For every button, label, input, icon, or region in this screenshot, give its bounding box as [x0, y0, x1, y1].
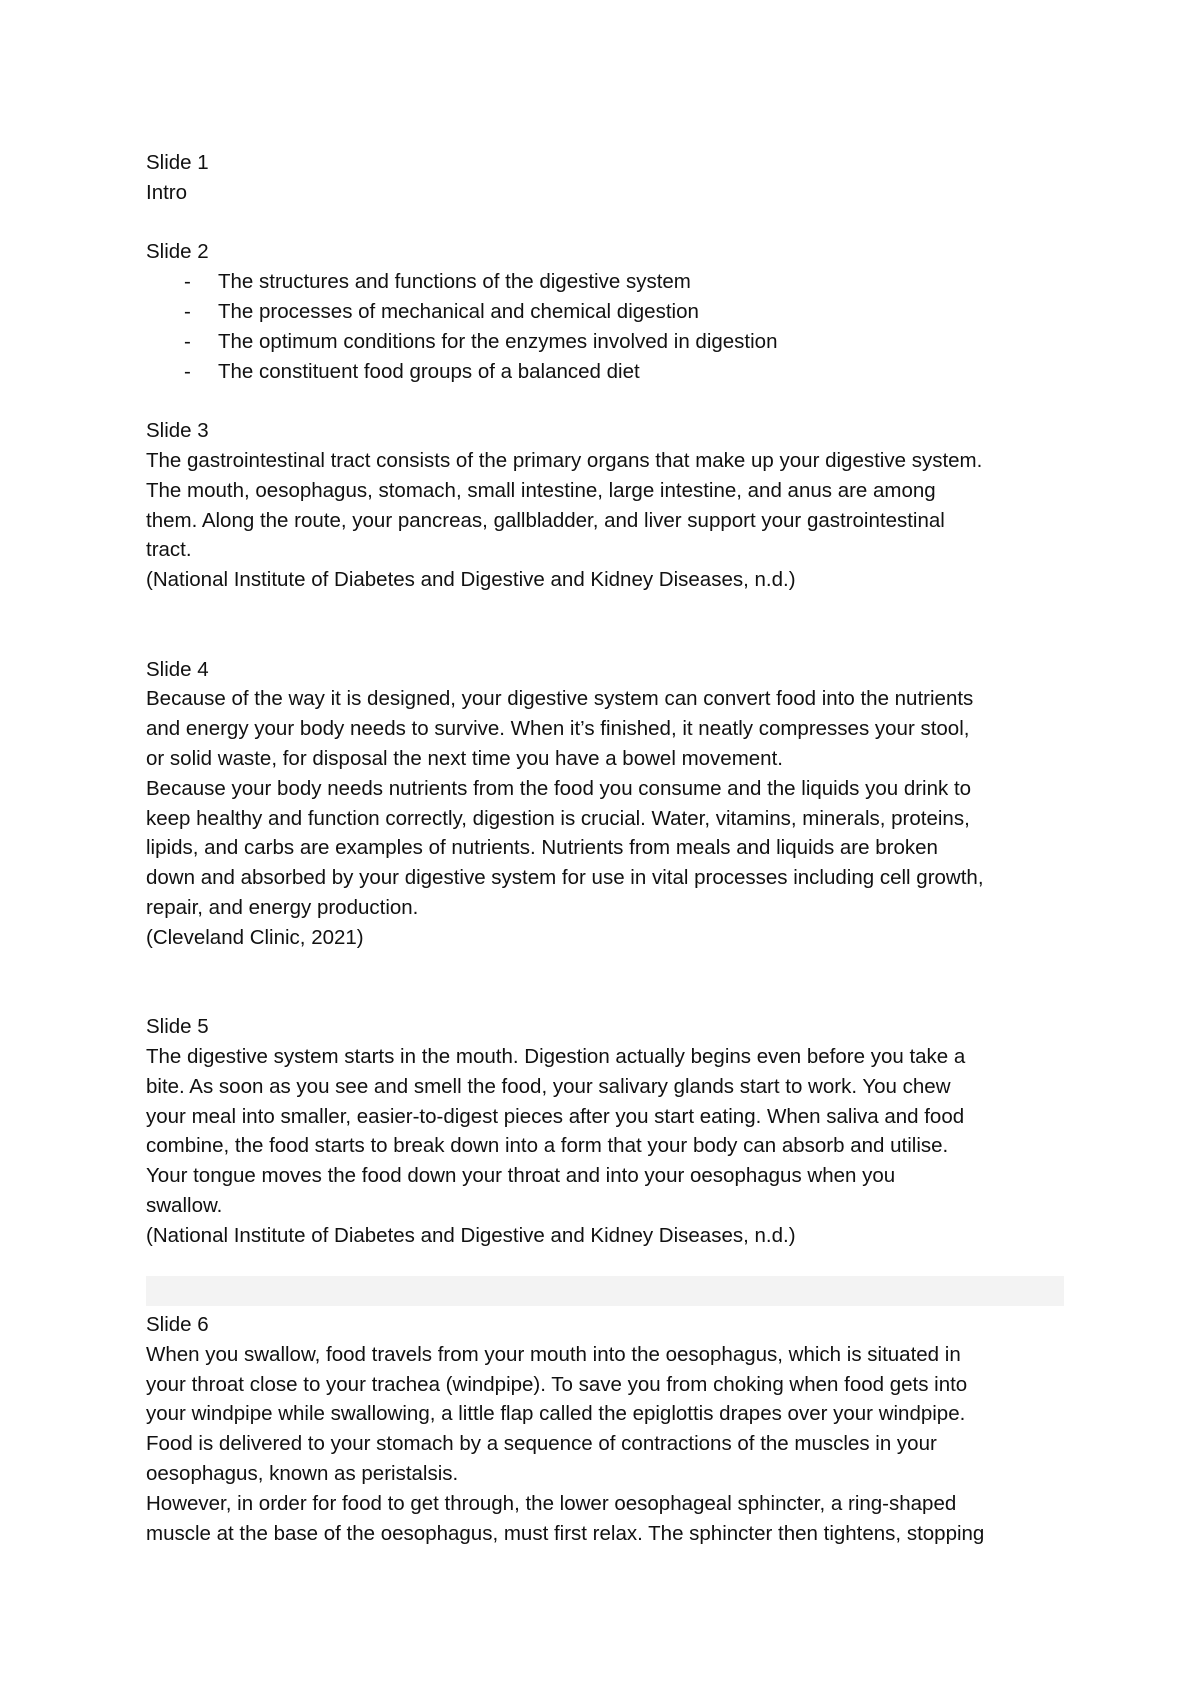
- slide-5-text-line: Your tongue moves the food down your throat and into your oesophagus when you: [146, 1164, 896, 1188]
- slide-1-text: Intro: [146, 180, 188, 204]
- bullet-dash: -: [184, 329, 191, 353]
- slide-6-heading: Slide 6: [146, 1313, 209, 1337]
- slide-4-text-line: repair, and energy production.: [146, 895, 419, 919]
- slide-4-text-line: down and absorbed by your digestive system for use in vital processes including cell growth,: [146, 866, 984, 890]
- slide-3-text-line: The mouth, oesophagus, stomach, small intestine, large intestine, and anus are among: [146, 478, 936, 502]
- bullet-text: The constituent food groups of a balanced diet: [218, 359, 640, 383]
- bullet-item: [146, 327, 1066, 357]
- slide-4-text-line: keep healthy and function correctly, digestion is crucial. Water, vitamins, minerals, proteins,: [146, 806, 970, 830]
- slide-6-text-line: your throat close to your trachea (windpipe). To save you from choking when food gets into: [146, 1372, 968, 1396]
- bullet-text: The structures and functions of the digestive system: [218, 270, 691, 294]
- slide-4-text-line: or solid waste, for disposal the next time you have a bowel movement.: [146, 746, 783, 770]
- slide-1-heading: Slide 1: [146, 151, 209, 174]
- bullet-text: The optimum conditions for the enzymes involved in digestion: [218, 329, 778, 353]
- slide-3-citation: (National Institute of Diabetes and Digestive and Kidney Diseases, n.d.): [146, 568, 796, 592]
- slide-2-heading: Slide 2: [146, 240, 209, 264]
- slide-4-text-line: Because of the way it is designed, your digestive system can convert food into the nutrients: [146, 687, 974, 711]
- slide-3-text-line: tract.: [146, 538, 192, 562]
- slide-5-text-line: The digestive system starts in the mouth. Digestion actually begins even before you take a: [146, 1044, 966, 1068]
- slide-6-text-line: However, in order for food to get through, the lower oesophageal sphincter, a ring-shaped: [146, 1491, 957, 1515]
- slide-4-text-line: lipids, and carbs are examples of nutrients. Nutrients from meals and liquids are broken: [146, 836, 938, 860]
- slide-6-text-line: oesophagus, known as peristalsis.: [146, 1462, 459, 1486]
- bullet-item: [146, 297, 1066, 327]
- slide-3-heading: Slide 3: [146, 419, 209, 443]
- document-body: [146, 148, 1066, 1548]
- bullet-dash: -: [184, 299, 191, 323]
- slide-5-citation: (National Institute of Diabetes and Digestive and Kidney Diseases, n.d.): [146, 1223, 796, 1247]
- slide-4-text-line: and energy your body needs to survive. When it’s finished, it neatly compresses your stool,: [146, 717, 970, 741]
- slide-6-text-line: your windpipe while swallowing, a little flap called the epiglottis drapes over your windpipe.: [146, 1402, 966, 1426]
- slide-4-citation: (Cleveland Clinic, 2021): [146, 925, 364, 949]
- bullet-item: [146, 357, 1066, 387]
- slide-6-text-line: Food is delivered to your stomach by a sequence of contractions of the muscles in your: [146, 1432, 937, 1456]
- slide-4-heading: Slide 4: [146, 657, 209, 681]
- slide-4-text-line: Because your body needs nutrients from the food you consume and the liquids you drink to: [146, 776, 972, 800]
- bullet-text: The processes of mechanical and chemical digestion: [218, 299, 699, 323]
- slide-5-text-line: bite. As soon as you see and smell the food, your salivary glands start to work. You chew: [146, 1074, 951, 1098]
- slide-5-text-line: your meal into smaller, easier-to-digest pieces after you start eating. When saliva and food: [146, 1104, 965, 1128]
- slide-6-text-line: muscle at the base of the oesophagus, must first relax. The sphincter then tightens, stopping: [146, 1521, 985, 1545]
- bullet-dash: -: [184, 359, 191, 383]
- slide-5-text-line: swallow.: [146, 1193, 223, 1217]
- slide-5-text-line: combine, the food starts to break down into a form that your body can absorb and utilise.: [146, 1134, 949, 1158]
- slide-3-text-line: The gastrointestinal tract consists of the primary organs that make up your digestive system.: [146, 448, 983, 472]
- slide-3-text-line: them. Along the route, your pancreas, gallbladder, and liver support your gastrointestinal: [146, 508, 945, 532]
- bullet-item: [146, 267, 1066, 297]
- bullet-dash: -: [184, 270, 191, 294]
- slide-2-bullet-list: [146, 267, 1066, 386]
- slide-6-text-line: When you swallow, food travels from your mouth into the oesophagus, which is situated in: [146, 1342, 961, 1366]
- slide-5-heading: Slide 5: [146, 1015, 209, 1039]
